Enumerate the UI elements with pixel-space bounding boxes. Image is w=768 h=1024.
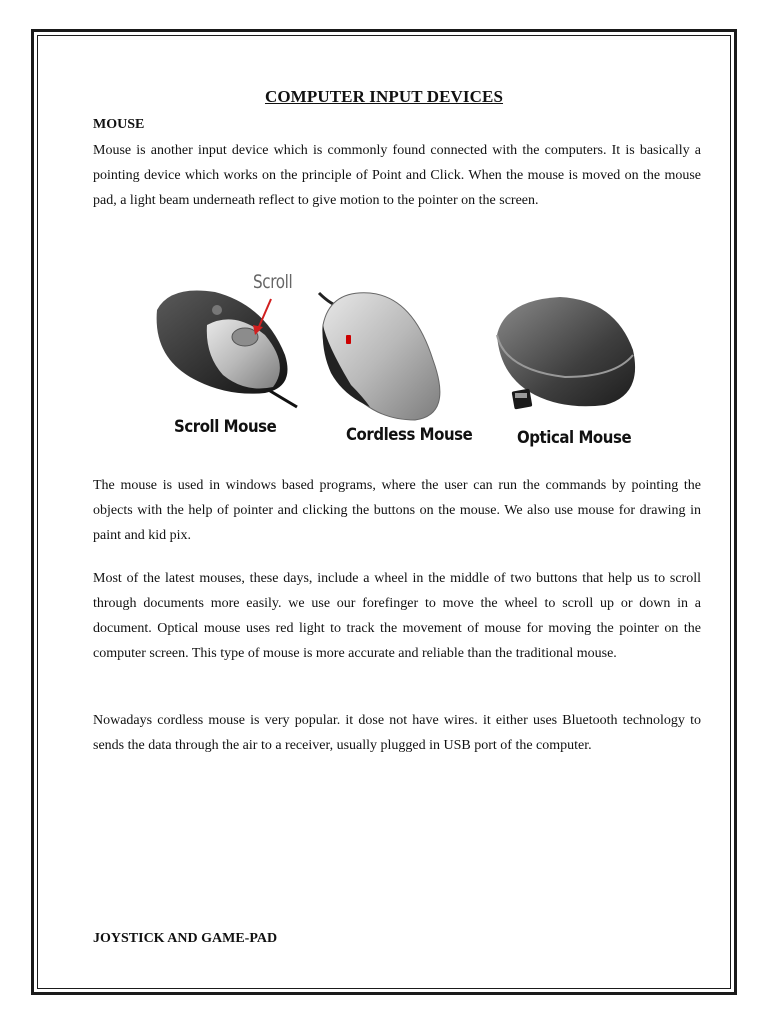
scroll-annotation-label: Scroll	[253, 271, 293, 293]
mouse-wheel-paragraph: Most of the latest mouses, these days, include a wheel in the middle of two buttons that help us to scroll through documents more easily. we use our forefinger to move the wheel to scroll up or down in a document. Optical mouse uses red light to track the movement of mouse for moving the pointer on the computer screen. This type of mouse is more accurate and reliable than the traditional mouse.	[93, 571, 701, 661]
caption-optical-mouse: Optical Mouse	[517, 428, 632, 448]
scroll-mouse-image	[157, 290, 297, 407]
mouse-types-figure	[145, 265, 655, 460]
page-title: COMPUTER INPUT DEVICES	[264, 87, 504, 106]
mouse-intro-paragraph: Mouse is another input device which is commonly found connected with the computers. It is basically a pointing device which works on the principle of Point and Click. When the mouse is moved on the mouse pad, a light beam underneath reflect to give motion to the pointer on the screen.	[93, 143, 701, 208]
optical-mouse-image	[497, 297, 635, 409]
caption-scroll-mouse: Scroll Mouse	[174, 417, 277, 437]
cordless-mouse-image	[319, 293, 440, 420]
caption-cordless-mouse: Cordless Mouse	[346, 425, 473, 445]
cordless-mouse-paragraph: Nowadays cordless mouse is very popular. it dose not have wires. it either uses Bluetooth technology to sends the data through the air to a receiver, usually plugged in USB port of the computer.	[93, 713, 701, 753]
mouse-usage-paragraph: The mouse is used in windows based programs, where the user can run the commands by pointing the objects with the help of pointer and clicking the buttons on the mouse. We also use mouse for drawing in paint and kid pix.	[93, 478, 701, 543]
section-heading-joystick: JOYSTICK AND GAME-PAD	[93, 931, 278, 946]
section-heading-mouse: MOUSE	[93, 117, 145, 132]
